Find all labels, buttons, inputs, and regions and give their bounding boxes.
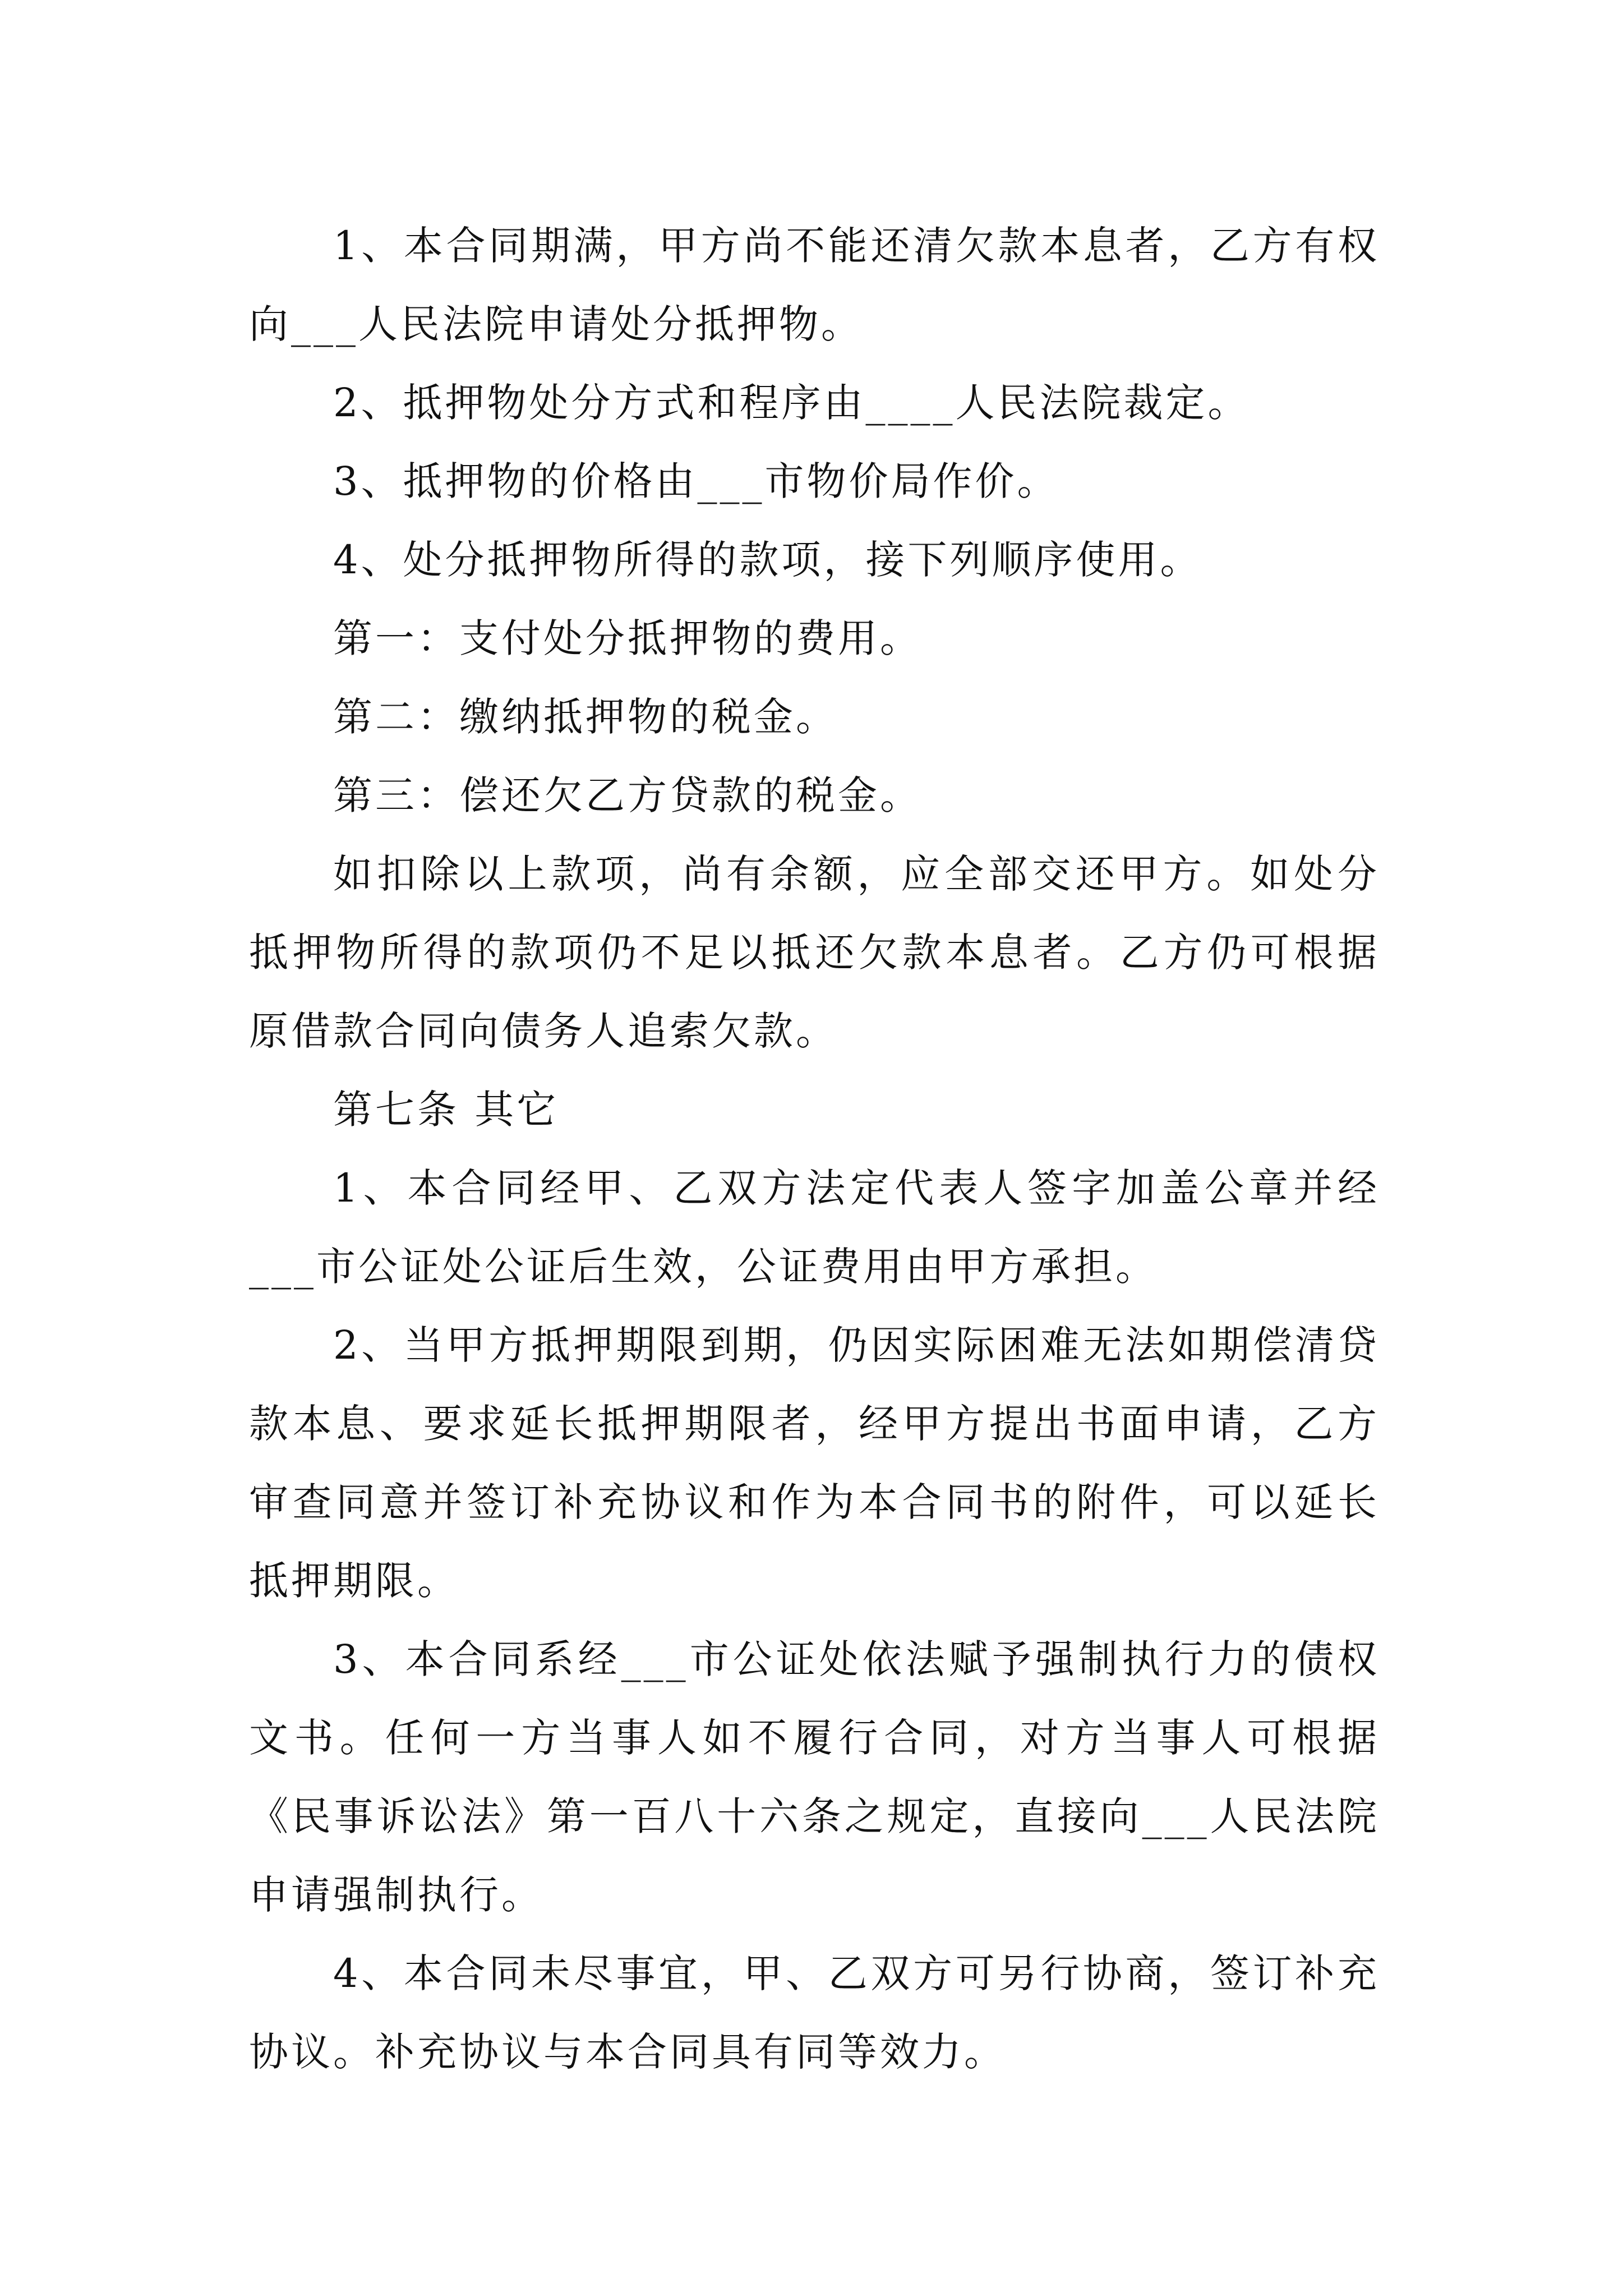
section-heading-article-7: 第七条 其它 [333,1087,559,1133]
document-body [249,206,1380,2091]
paragraph-clause-1: 1、本合同期满，甲方尚不能还清欠款本息者，乙方有权向___人民法院申请处分抵押物。 [249,223,1380,347]
paragraph-article-7-item-3: 3、本合同系经___市公证处依法赋予强制执行力的债权文书。任何一方当事人如不履行合同，对方当事人可根据《民事诉讼法》第一百八十六条之规定，直接向___人民法院申请强制执行。 [249,1636,1380,1918]
paragraph-order-third: 第三：偿还欠乙方贷款的税金。 [333,772,922,818]
paragraph-clause-2: 2、抵押物处分方式和程序由____人民法院裁定。 [333,380,1250,426]
paragraph-clause-4: 4、处分抵押物所得的款项，接下列顺序使用。 [333,537,1202,583]
paragraph-article-7-item-4: 4、本合同未尽事宜，甲、乙双方可另行协商，签订补充协议。补充协议与本合同具有同等效力。 [249,1950,1380,2075]
paragraph-article-7-item-2: 2、当甲方抵押期限到期，仍因实际困难无法如期偿清贷款本息、要求延长抵押期限者，经甲方提出书面申请，乙方审查同意并签订补充协议和作为本合同书的附件，可以延长抵押期限。 [249,1322,1380,1604]
paragraph-remainder: 如扣除以上款项，尚有余额，应全部交还甲方。如处分抵押物所得的款项仍不足以抵还欠款本息者。乙方仍可根据原借款合同向债务人追索欠款。 [249,851,1380,1054]
paragraph-article-7-item-1: 1、本合同经甲、乙双方法定代表人签字加盖公章并经___市公证处公证后生效，公证费用由甲方承担。 [249,1165,1380,1290]
paragraph-order-second: 第二：缴纳抵押物的税金。 [333,694,838,740]
paragraph-clause-3: 3、抵押物的价格由___市物价局作价。 [333,458,1059,504]
paragraph-order-first: 第一：支付处分抵押物的费用。 [333,615,922,661]
